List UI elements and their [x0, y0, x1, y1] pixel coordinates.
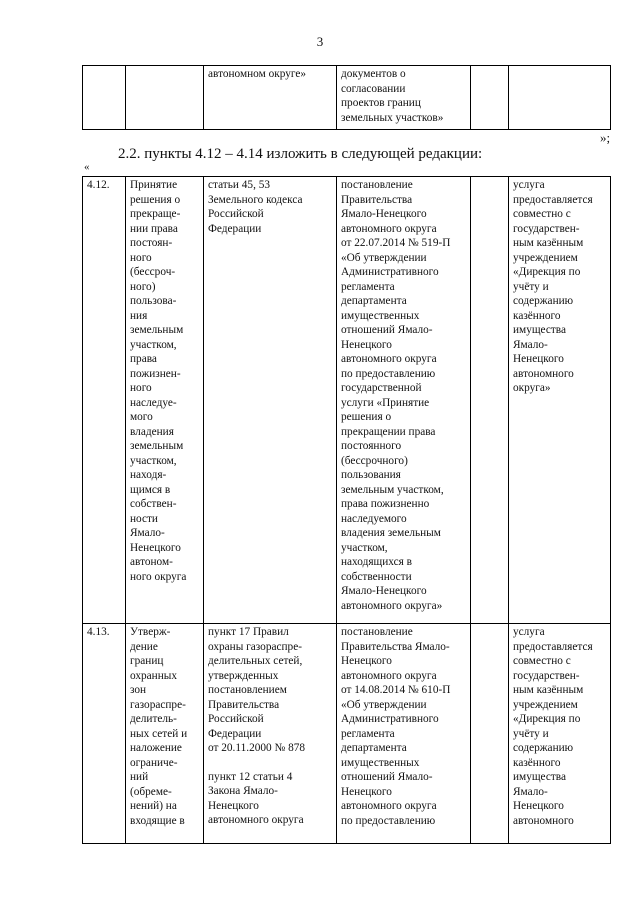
service-name-cell [126, 624, 204, 844]
legal-basis-extra: пункт 12 статьи 4 Закона Ямало- Ненецкого автономного округа [208, 770, 304, 826]
legal-basis: статьи 45, 53 Земельного кодекса Российской Федерации [208, 179, 303, 235]
regulation-act: постановление Правительства Ямало- Ненецкого автономного округа от 14.08.2014 № 610-П «Об утверждении Административного регламента департамента имущественных отношений Ямало- Ненецкого автономного округа по предоставлению [341, 626, 451, 827]
cell-text: автономном округе» [208, 68, 307, 80]
note-cell [509, 624, 611, 844]
row-number: 4.12. [83, 177, 126, 624]
legal-basis: пункт 17 Правил охраны газораспре- делительных сетей, утвержденных постановлением Правительства Российской Федерации от 20.11.2000 № 878 [208, 626, 306, 754]
regulation-act: постановление Правительства Ямало-Ненецкого автономного округа от 22.07.2014 № 519-П «Об утверждении Административного регламента департамента имущественных отношений Ямало- Ненецкого автономного округа по предоставлению государственной услуги «Принятие решения о прекращении права постоянного (бессрочного) пользования земельным участком, права пожизненно наследуемого владения земельным участком, находящихся в собственности Ямало-Ненецкого автономного округа» [341, 179, 451, 612]
note-cell [509, 177, 611, 624]
regulation-act-cell [337, 624, 471, 844]
note: услуга предоставляется совместно с государствен- ным казённым учреждением «Дирекция по учёту и содержанию казённого имущества Ямало- Ненецкого автономного [513, 626, 593, 827]
empty-cell [471, 624, 509, 844]
empty-cell [471, 177, 509, 624]
table-row [83, 624, 611, 844]
legal-basis-cell [204, 624, 337, 844]
service-name-cell [126, 177, 204, 624]
services-table [82, 176, 611, 844]
regulation-act-cell [337, 177, 471, 624]
service-name: Утверж- дение границ охранных зон газораспре- делитель- ных сетей и наложение ограниче- ний (обреме- нений) на входящие в [130, 626, 188, 827]
service-name: Принятие решения о прекраще- нии права постоян- ного (бессроч- ного) пользова- ния земельным участком, права пожизнен- ного наследуе- мого владения земельным участком, находя- щимся в собствен- ности Ямало- Ненецкого автоном- ного округа [130, 179, 187, 583]
top-table-fragment [82, 65, 611, 130]
table-cell [471, 66, 509, 130]
amendment-heading: 2.2. пункты 4.12 – 4.14 изложить в следующей редакции: [118, 146, 483, 162]
table-row [83, 177, 611, 624]
table-cell [204, 66, 337, 130]
table-cell [126, 66, 204, 130]
table-row [83, 66, 611, 130]
legal-basis-cell [204, 177, 337, 624]
table-cell [509, 66, 611, 130]
row-number: 4.13. [83, 624, 126, 844]
page-number: 3 [316, 34, 324, 49]
table-cell [83, 66, 126, 130]
closing-quote: »; [600, 130, 611, 145]
opening-quote: « [84, 161, 90, 173]
table-cell [337, 66, 471, 130]
note: услуга предоставляется совместно с государствен- ным казённым учреждением «Дирекция по учёту и содержанию казённого имущества Ямало- Ненецкого автономного округа» [513, 179, 593, 394]
cell-text: документов о согласовании проектов границ земельных участков» [341, 68, 444, 124]
